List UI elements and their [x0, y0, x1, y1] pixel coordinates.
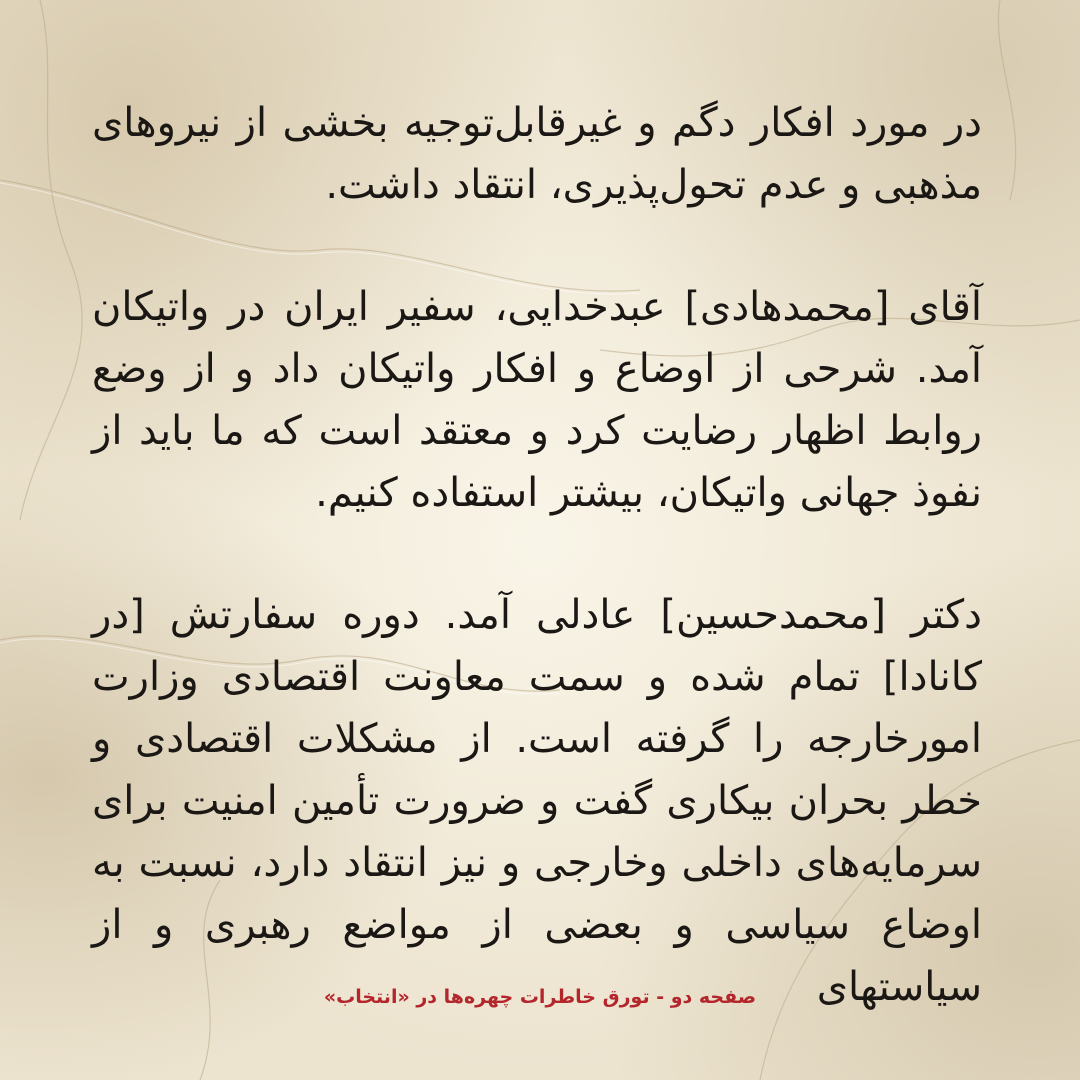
paragraph-3: دکتر [محمدحسین] عادلی آمد. دوره سفارتش [در کانادا] تمام شده و سمت معاونت اقتصادی وزارت امورخارجه را گرفته است. از مشکلات اقتصادی و خطر بحران بیکاری گفت و ضرورت تأمین امنیت برای سرمایه‌های داخلی وخارجی و نیز انتقاد دارد، نسبت به اوضاع سیاسی و بعضی از مواضع رهبری و از سیاستهای — [92, 592, 982, 1010]
paragraph-1: در مورد افکار دگم و غیرقابل‌توجیه بخشی از نیروهای مذهبی و عدم تحول‌پذیری، انتقاد داشت. — [92, 100, 982, 208]
footer-caption: صفحه دو - تورق خاطرات چهره‌ها در «انتخاب» — [323, 986, 757, 1008]
body-text — [92, 92, 982, 1018]
paragraph-2: آقای [محمدهادی] عبدخدایی، سفیر ایران در واتیکان آمد. شرحی از اوضاع و افکار واتیکان داد و از وضع روابط اظهار رضایت کرد و معتقد است که ما باید از نفوذ جهانی واتیکان، بیشتر استفاده کنیم. — [92, 284, 982, 516]
